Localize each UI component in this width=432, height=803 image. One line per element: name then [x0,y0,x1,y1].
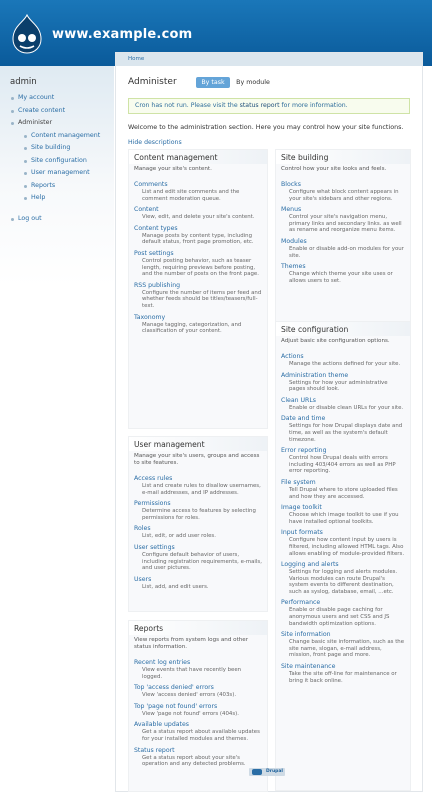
sidebar-item-label: Reports [31,181,56,189]
item-description: Configure default behavior of users, including registration requirements, e-mails, and user pictures. [142,551,262,572]
post-settings-link[interactable]: Post settings [134,249,174,257]
site-maintenance-link[interactable]: Site maintenance [281,663,336,671]
item-description: List, add, and edit users. [142,583,209,590]
user-settings-link[interactable]: User settings [134,543,175,551]
list-item [129,314,267,335]
page-title: Administer [128,77,177,87]
list-item [276,631,410,659]
site-name-link[interactable]: www.example.com [52,27,193,42]
logging-and-alerts-link[interactable]: Logging and alerts [281,561,339,569]
panel-content-management [128,149,268,429]
list-item [129,747,267,768]
item-description: Tell Drupal where to store uploaded files and how they are accessed. [289,486,398,500]
drupal-drop-icon [252,769,262,775]
sidebar-item-site-configuration[interactable] [9,155,113,168]
bullet-icon [11,122,14,125]
panel-description: Adjust basic site configuration options. [281,338,390,344]
panel-site-configuration [275,321,411,791]
actions-link[interactable]: Actions [281,353,304,360]
item-description: View events that have recently been logged. [142,667,242,680]
bullet-icon [11,110,14,113]
item-description: Configure what block content appears in your site's sidebars and other regions. [289,189,399,202]
sidebar-item-content-management[interactable] [9,130,113,143]
bullet-icon [11,97,14,100]
sidebar-item-label: Administer [18,119,53,126]
date-and-time-link[interactable]: Date and time [281,415,326,423]
administration-theme-link[interactable]: Administration theme [281,371,349,379]
status-report-link[interactable]: Status report [134,746,175,754]
item-description: Change which theme your site uses or allows users to set. [289,271,393,284]
access-denied-errors-link[interactable]: Top 'access denied' errors [134,684,214,692]
list-item [129,282,267,310]
sidebar-item-label: Site building [31,144,71,151]
panel-title: Site building [276,150,410,164]
users-link[interactable]: Users [134,575,152,583]
sidebar-item-label: User management [31,169,90,176]
themes-link[interactable]: Themes [281,263,306,271]
sidebar [0,66,114,803]
list-item [129,500,267,521]
list-item [276,263,410,284]
list-item [129,525,267,540]
breadcrumb-home-link[interactable]: Home [128,56,145,62]
sidebar-item-create-content[interactable] [9,105,113,118]
list-item [129,576,267,591]
sidebar-item-administer[interactable] [9,117,113,130]
bullet-icon [24,160,27,163]
item-description: Take the site off-line for maintenance or bring it back online. [289,671,397,684]
rss-publishing-link[interactable]: RSS publishing [134,281,181,289]
sidebar-item-reports[interactable] [9,180,113,193]
image-toolkit-link[interactable]: Image toolkit [281,504,322,512]
tab-by-task[interactable]: By task [196,77,230,88]
item-description: Determine access to features by selecting permissions for roles. [142,508,256,521]
welcome-text: Welcome to the administration section. Here you may control how your site functions. [128,123,404,131]
badge-label: Drupal [266,769,283,774]
sidebar-item-label: Help [31,194,46,201]
error-reporting-link[interactable]: Error reporting [281,447,327,455]
panel-title: User management [129,437,267,451]
item-description: Configure the number of items per feed and whether feeds should be titles/teasers/full-text. [142,289,262,309]
panel-description: Manage your site's users, groups and access to site features. [134,453,260,466]
list-item [129,475,267,496]
message-text: Cron has not run. Please visit the [135,102,240,109]
permissions-link[interactable]: Permissions [134,500,171,508]
comments-link[interactable]: Comments [134,181,168,188]
main-content [115,52,423,792]
list-item [276,206,410,234]
panel-description: Control how your site looks and feels. [281,166,387,172]
list-item [276,529,410,557]
bullet-icon [24,197,27,200]
list-item [276,238,410,259]
sidebar-item-help[interactable] [9,192,113,205]
blocks-link[interactable]: Blocks [281,181,301,188]
bullet-icon [24,147,27,150]
item-description: Change basic site information, such as the site name, slogan, e-mail address, mission, front page and more. [289,639,405,659]
list-item [276,372,410,393]
tab-by-module[interactable]: By module [236,79,270,86]
bullet-icon [24,185,27,188]
status-message [128,98,410,114]
item-description: Get a status report about available updates for your installed modules and themes. [142,729,260,742]
file-system-link[interactable]: File system [281,478,316,486]
panel-description: Manage your site's content. [134,166,212,172]
sidebar-item-site-building[interactable] [9,142,113,155]
panel-reports [128,620,268,792]
list-item [276,397,410,412]
site-information-link[interactable]: Site information [281,631,331,639]
list-item [129,544,267,572]
taxonomy-link[interactable]: Taxonomy [134,313,166,321]
performance-link[interactable]: Performance [281,599,321,607]
list-item [129,659,267,680]
sidebar-item-my-account[interactable] [9,92,113,105]
item-description: Manage posts by content type, including default status, front page promotion, etc. [142,232,254,246]
content-types-link[interactable]: Content types [134,224,178,232]
item-description: List and edit site comments and the comment moderation queue. [142,189,240,202]
sidebar-item-label: Create content [18,106,66,114]
item-description: Manage the actions defined for your site. [289,361,401,367]
panel-description: View reports from system logs and other status information. [134,637,249,650]
list-item [276,353,410,368]
sidebar-item-label: Log out [18,214,42,222]
sidebar-menu [9,92,113,225]
list-item [276,561,410,595]
item-description: Settings for logging and alerts modules. Various modules can route Drupal's system events to different destination, such as syslog, database, email, ...etc. [289,569,398,595]
item-description: Get a status report about your site's operation and any detected problems. [142,754,246,768]
clean-urls-link[interactable]: Clean URLs [281,396,317,404]
item-description: Manage tagging, categorization, and classification of your content. [142,321,242,335]
bullet-icon [24,172,27,175]
item-description: View 'access denied' errors (403s). [142,692,237,699]
menus-link[interactable]: Menus [281,206,302,214]
list-item [276,599,410,627]
roles-link[interactable]: Roles [134,525,151,533]
item-description: Choose which image toolkit to use if you have installed optional toolkits. [289,512,399,525]
status-report-link[interactable]: status report [239,102,280,109]
list-item [276,479,410,500]
list-item [129,206,267,221]
message-rest: for more information. [279,102,348,109]
list-item [276,504,410,525]
list-item [129,181,267,202]
sidebar-item-label: Content management [31,131,101,139]
list-item [129,250,267,278]
list-item [129,703,267,718]
item-description: Control posting behavior, such as teaser length, requiring previews before posting, and the number of posts on the front page. [142,257,259,278]
hide-descriptions-link[interactable]: Hide descriptions [128,139,182,146]
item-description: View, edit, and delete your site's content. [142,214,255,221]
panel-title: Content management [129,150,267,164]
panel-title: Site configuration [276,322,410,336]
item-description: Control your site's navigation menu, primary links and secondary links. as well as rename and reorganize menu items. [289,214,402,234]
list-item [129,684,267,699]
item-description: Configure how content input by users is filtered, including allowed HTML tags. Also allows enabling of module-provided filters. [289,537,405,557]
list-item [276,663,410,684]
available-updates-link[interactable]: Available updates [134,721,189,729]
item-description: Enable or disable page caching for anonymous users and set CSS and JS bandwidth optimization options. [289,607,390,627]
bullet-icon [24,135,27,138]
modules-link[interactable]: Modules [281,237,307,245]
list-item [276,181,410,202]
input-formats-link[interactable]: Input formats [281,529,323,537]
item-description: List, edit, or add user roles. [142,533,216,540]
panel-title: Reports [129,621,267,635]
panel-user-management [128,436,268,612]
page-not-found-errors-link[interactable]: Top 'page not found' errors [134,702,218,710]
item-description: Control how Drupal deals with errors including 403/404 errors as well as PHP error reporting. [289,455,396,475]
item-description: Settings for how your administrative pages should look. [289,379,388,393]
bullet-icon [11,218,14,221]
item-description: Enable or disable add-on modules for your site. [289,245,404,259]
recent-log-entries-link[interactable]: Recent log entries [134,659,191,666]
content-link[interactable]: Content [134,206,159,214]
item-description: Enable or disable clean URLs for your site. [289,404,404,411]
access-rules-link[interactable]: Access rules [134,475,173,482]
powered-by-drupal-badge[interactable] [249,768,285,776]
sidebar-item-label: My account [18,94,55,101]
drupal-logo-icon[interactable] [10,14,44,54]
breadcrumb [116,53,422,66]
item-description: Settings for how Drupal displays date and time, as well as the system's default timezone. [289,423,403,443]
sidebar-username: admin [10,77,37,87]
list-item [129,225,267,246]
sidebar-item-label: Site configuration [31,156,87,164]
sidebar-item-user-management[interactable] [9,167,113,180]
list-item [129,721,267,742]
item-description: List and create rules to disallow usernames, e-mail addresses, and IP addresses. [142,483,261,496]
sidebar-item-log-out[interactable] [9,213,113,226]
item-description: View 'page not found' errors (404s). [142,710,239,717]
list-item [276,447,410,475]
list-item [276,415,410,443]
